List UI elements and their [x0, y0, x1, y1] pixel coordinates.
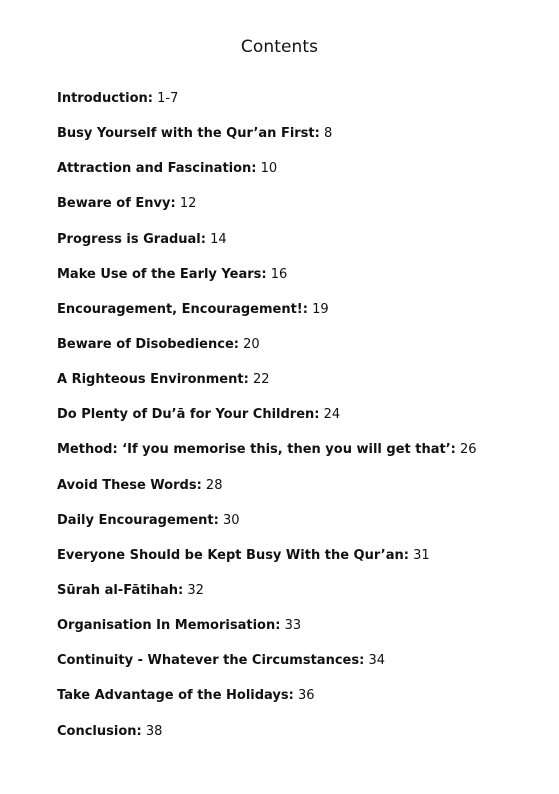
toc-entry-title: Do Plenty of Du’ā for Your Children:	[57, 407, 320, 423]
toc-entry-title: Continuity - Whatever the Circumstances:	[57, 653, 365, 669]
toc-entry-page: 19	[312, 301, 329, 317]
toc-entry-title: Everyone Should be Kept Busy With the Qur’an:	[57, 547, 409, 563]
toc-entry	[57, 723, 477, 758]
toc-entry-title: Sūrah al-Fātihah:	[57, 582, 184, 598]
toc-entry-title: Make Use of the Early Years:	[57, 266, 267, 282]
toc-entry-page: 12	[179, 196, 197, 212]
toc-entry-title: Encouragement, Encouragement!:	[57, 301, 308, 317]
toc-entry-page: 28	[205, 477, 223, 493]
toc-entry	[57, 477, 477, 512]
toc-entry-page: 33	[284, 618, 302, 634]
toc-entry	[57, 266, 477, 301]
toc-entry	[57, 652, 477, 687]
toc-entry	[57, 160, 477, 195]
toc-entry-title: Organisation In Memorisation:	[57, 618, 281, 634]
toc-entry	[57, 687, 477, 722]
toc-entry-page: 10	[260, 161, 278, 177]
toc-entry-page: 34	[368, 653, 385, 669]
toc-entry-page: 20	[243, 336, 260, 352]
toc-entry	[57, 90, 477, 125]
toc-entry-title: Daily Encouragement:	[57, 512, 219, 528]
toc-entry-page: 8	[323, 126, 333, 142]
toc-entry-page: 22	[252, 372, 270, 388]
toc-entry	[57, 195, 477, 230]
toc-entry-page: 26	[460, 442, 477, 458]
toc-entry-title: Attraction and Fascination:	[57, 161, 257, 177]
toc-entry-title: Beware of Envy:	[57, 196, 176, 212]
table-of-contents	[57, 90, 477, 758]
toc-entry-page: 1-7	[157, 91, 179, 106]
page-title: Contents	[240, 37, 319, 57]
toc-entry-page: 31	[413, 547, 430, 563]
toc-entry	[57, 582, 477, 617]
toc-entry-title: Beware of Disobedience:	[57, 336, 239, 352]
toc-entry-title: Avoid These Words:	[57, 477, 202, 493]
toc-entry-title: Method: ‘If you memorise this, then you will get that’:	[57, 442, 456, 458]
toc-entry	[57, 547, 477, 582]
toc-entry	[57, 371, 477, 406]
toc-entry-title: A Righteous Environment:	[57, 372, 249, 388]
toc-entry-title: Introduction:	[57, 91, 153, 106]
toc-entry-page: 24	[323, 407, 341, 423]
toc-entry	[57, 125, 477, 160]
toc-entry-title: Progress is Gradual:	[57, 231, 206, 247]
toc-entry-title: Busy Yourself with the Qur’an First:	[57, 126, 320, 142]
toc-entry	[57, 301, 477, 336]
toc-entry	[57, 441, 477, 476]
toc-entry-page: 32	[187, 582, 204, 598]
toc-entry-title: Conclusion:	[57, 723, 142, 739]
toc-entry-page: 14	[210, 231, 227, 247]
toc-entry	[57, 231, 477, 266]
toc-entry	[57, 512, 477, 547]
toc-entry-title: Take Advantage of the Holidays:	[57, 688, 294, 704]
toc-entry-page: 16	[270, 266, 288, 282]
toc-entry-page: 38	[145, 723, 163, 739]
toc-entry	[57, 406, 477, 441]
toc-entry-page: 36	[297, 688, 315, 704]
toc-entry	[57, 336, 477, 371]
toc-entry	[57, 617, 477, 652]
toc-entry-page: 30	[222, 512, 240, 528]
